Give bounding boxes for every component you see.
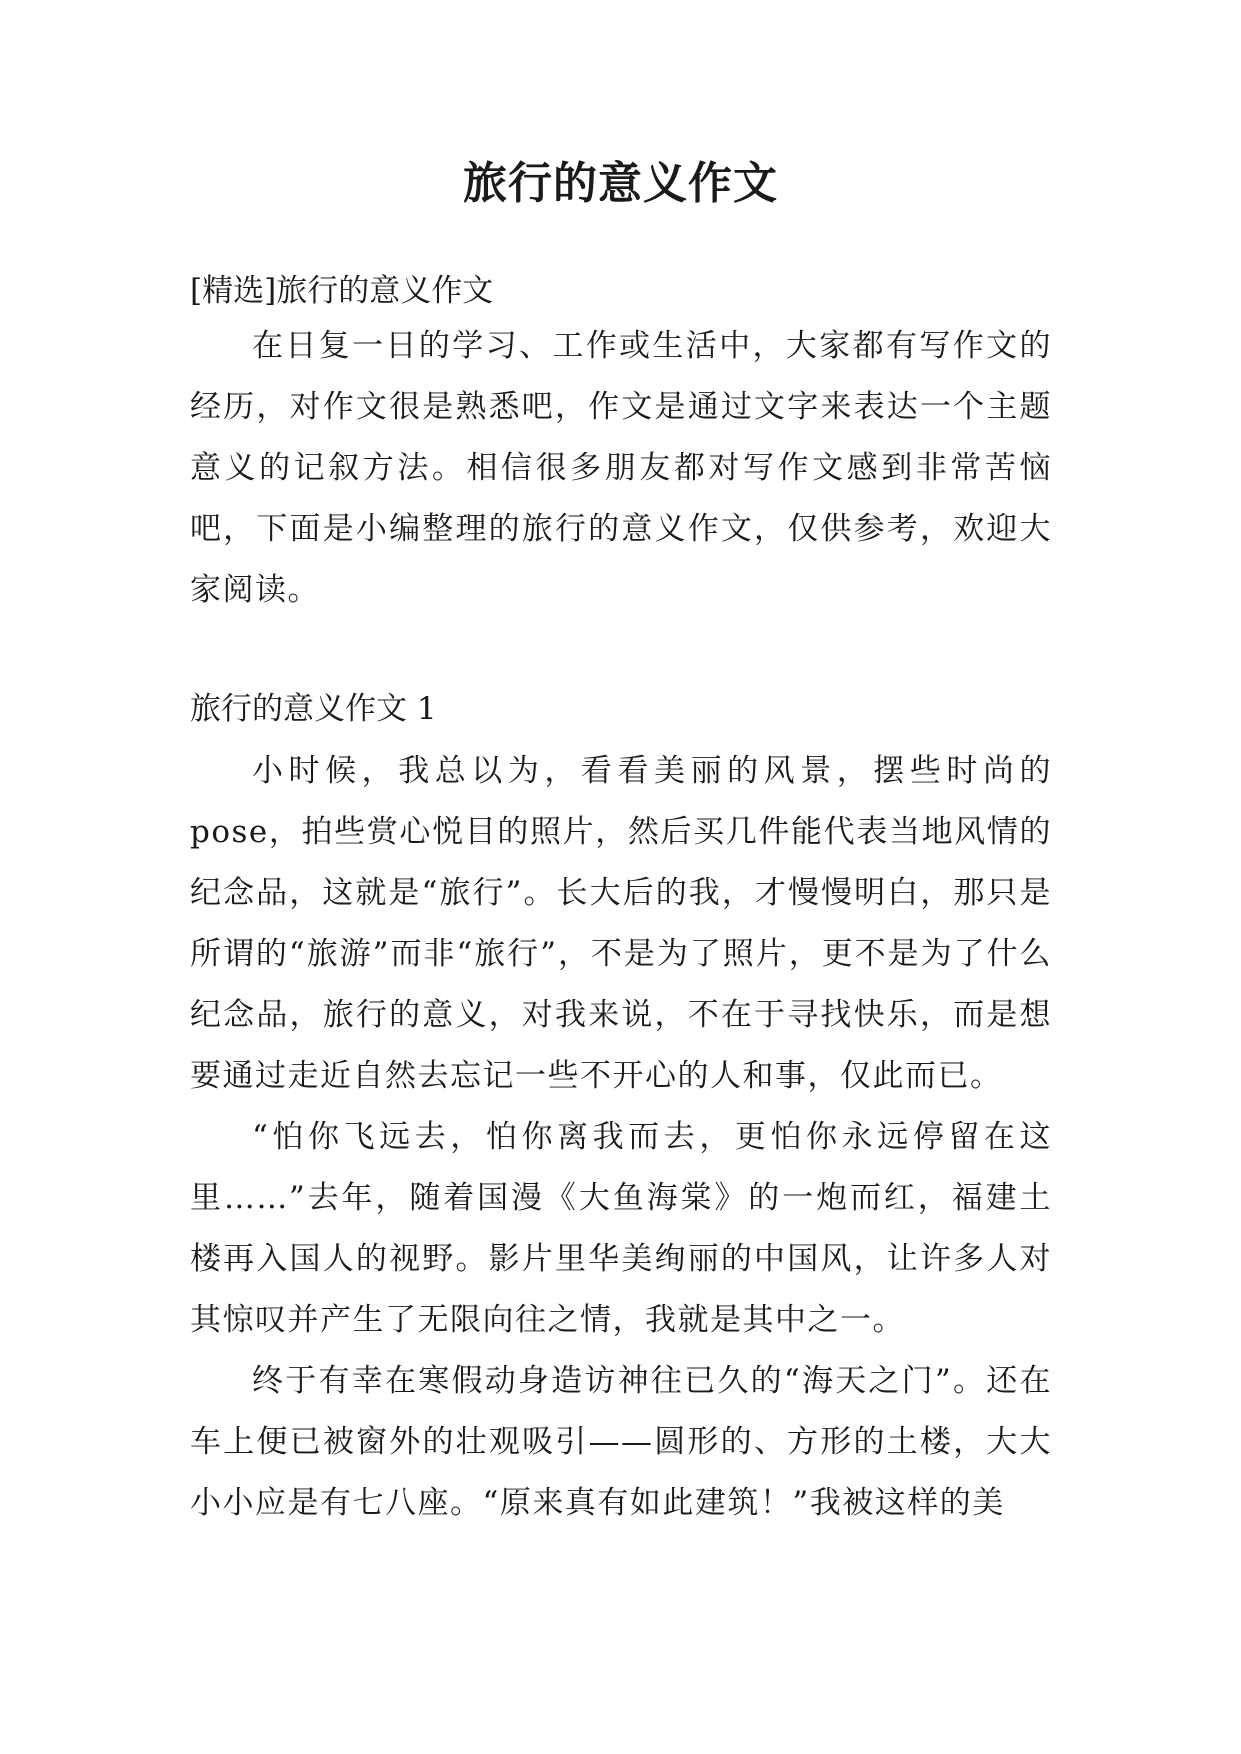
body-paragraph-2: “怕你飞远去，怕你离我而去，更怕你永远停留在这里……”去年，随着国漫《大鱼海棠》的一炮而红，福建土楼再入国人的视野。影片里华美绚丽的中国风，让许多人对其惊叹并产生了无限向往之情，我就是其中之一。 bbox=[190, 1119, 1052, 1338]
document-title: 旅行的意义作文 bbox=[463, 158, 778, 209]
document-subtitle: [精选]旅行的意义作文 bbox=[190, 273, 494, 309]
body-paragraph-1: 小时候，我总以为，看看美丽的风景，摆些时尚的pose，拍些赏心悦目的照片，然后买几件能代表当地风情的纪念品，这就是“旅行”。长大后的我，才慢慢明白，那只是所谓的“旅游”而非“旅行”，不是为了照片，更不是为了什么纪念品，旅行的意义，对我来说，不在于寻找快乐，而是想要通过走近自然去忘记一些不开心的人和事，仅此而已。 bbox=[190, 753, 1052, 1094]
body-paragraph-3: 终于有幸在寒假动身造访神往已久的“海天之门”。还在车上便已被窗外的壮观吸引——圆形的、方形的土楼，大大小小应是有七八座。“原来真有如此建筑！”我被这样的美 bbox=[190, 1363, 1052, 1521]
intro-paragraph: 在日复一日的学习、工作或生活中，大家都有写作文的经历，对作文很是熟悉吧，作文是通过文字来表达一个主题意义的记叙方法。相信很多朋友都对写作文感到非常苦恼吧，下面是小编整理的旅行的意义作文，仅供参考，欢迎大家阅读。 bbox=[190, 328, 1052, 608]
document-body bbox=[190, 266, 1052, 1534]
section-heading: 旅行的意义作文 1 bbox=[190, 691, 437, 727]
